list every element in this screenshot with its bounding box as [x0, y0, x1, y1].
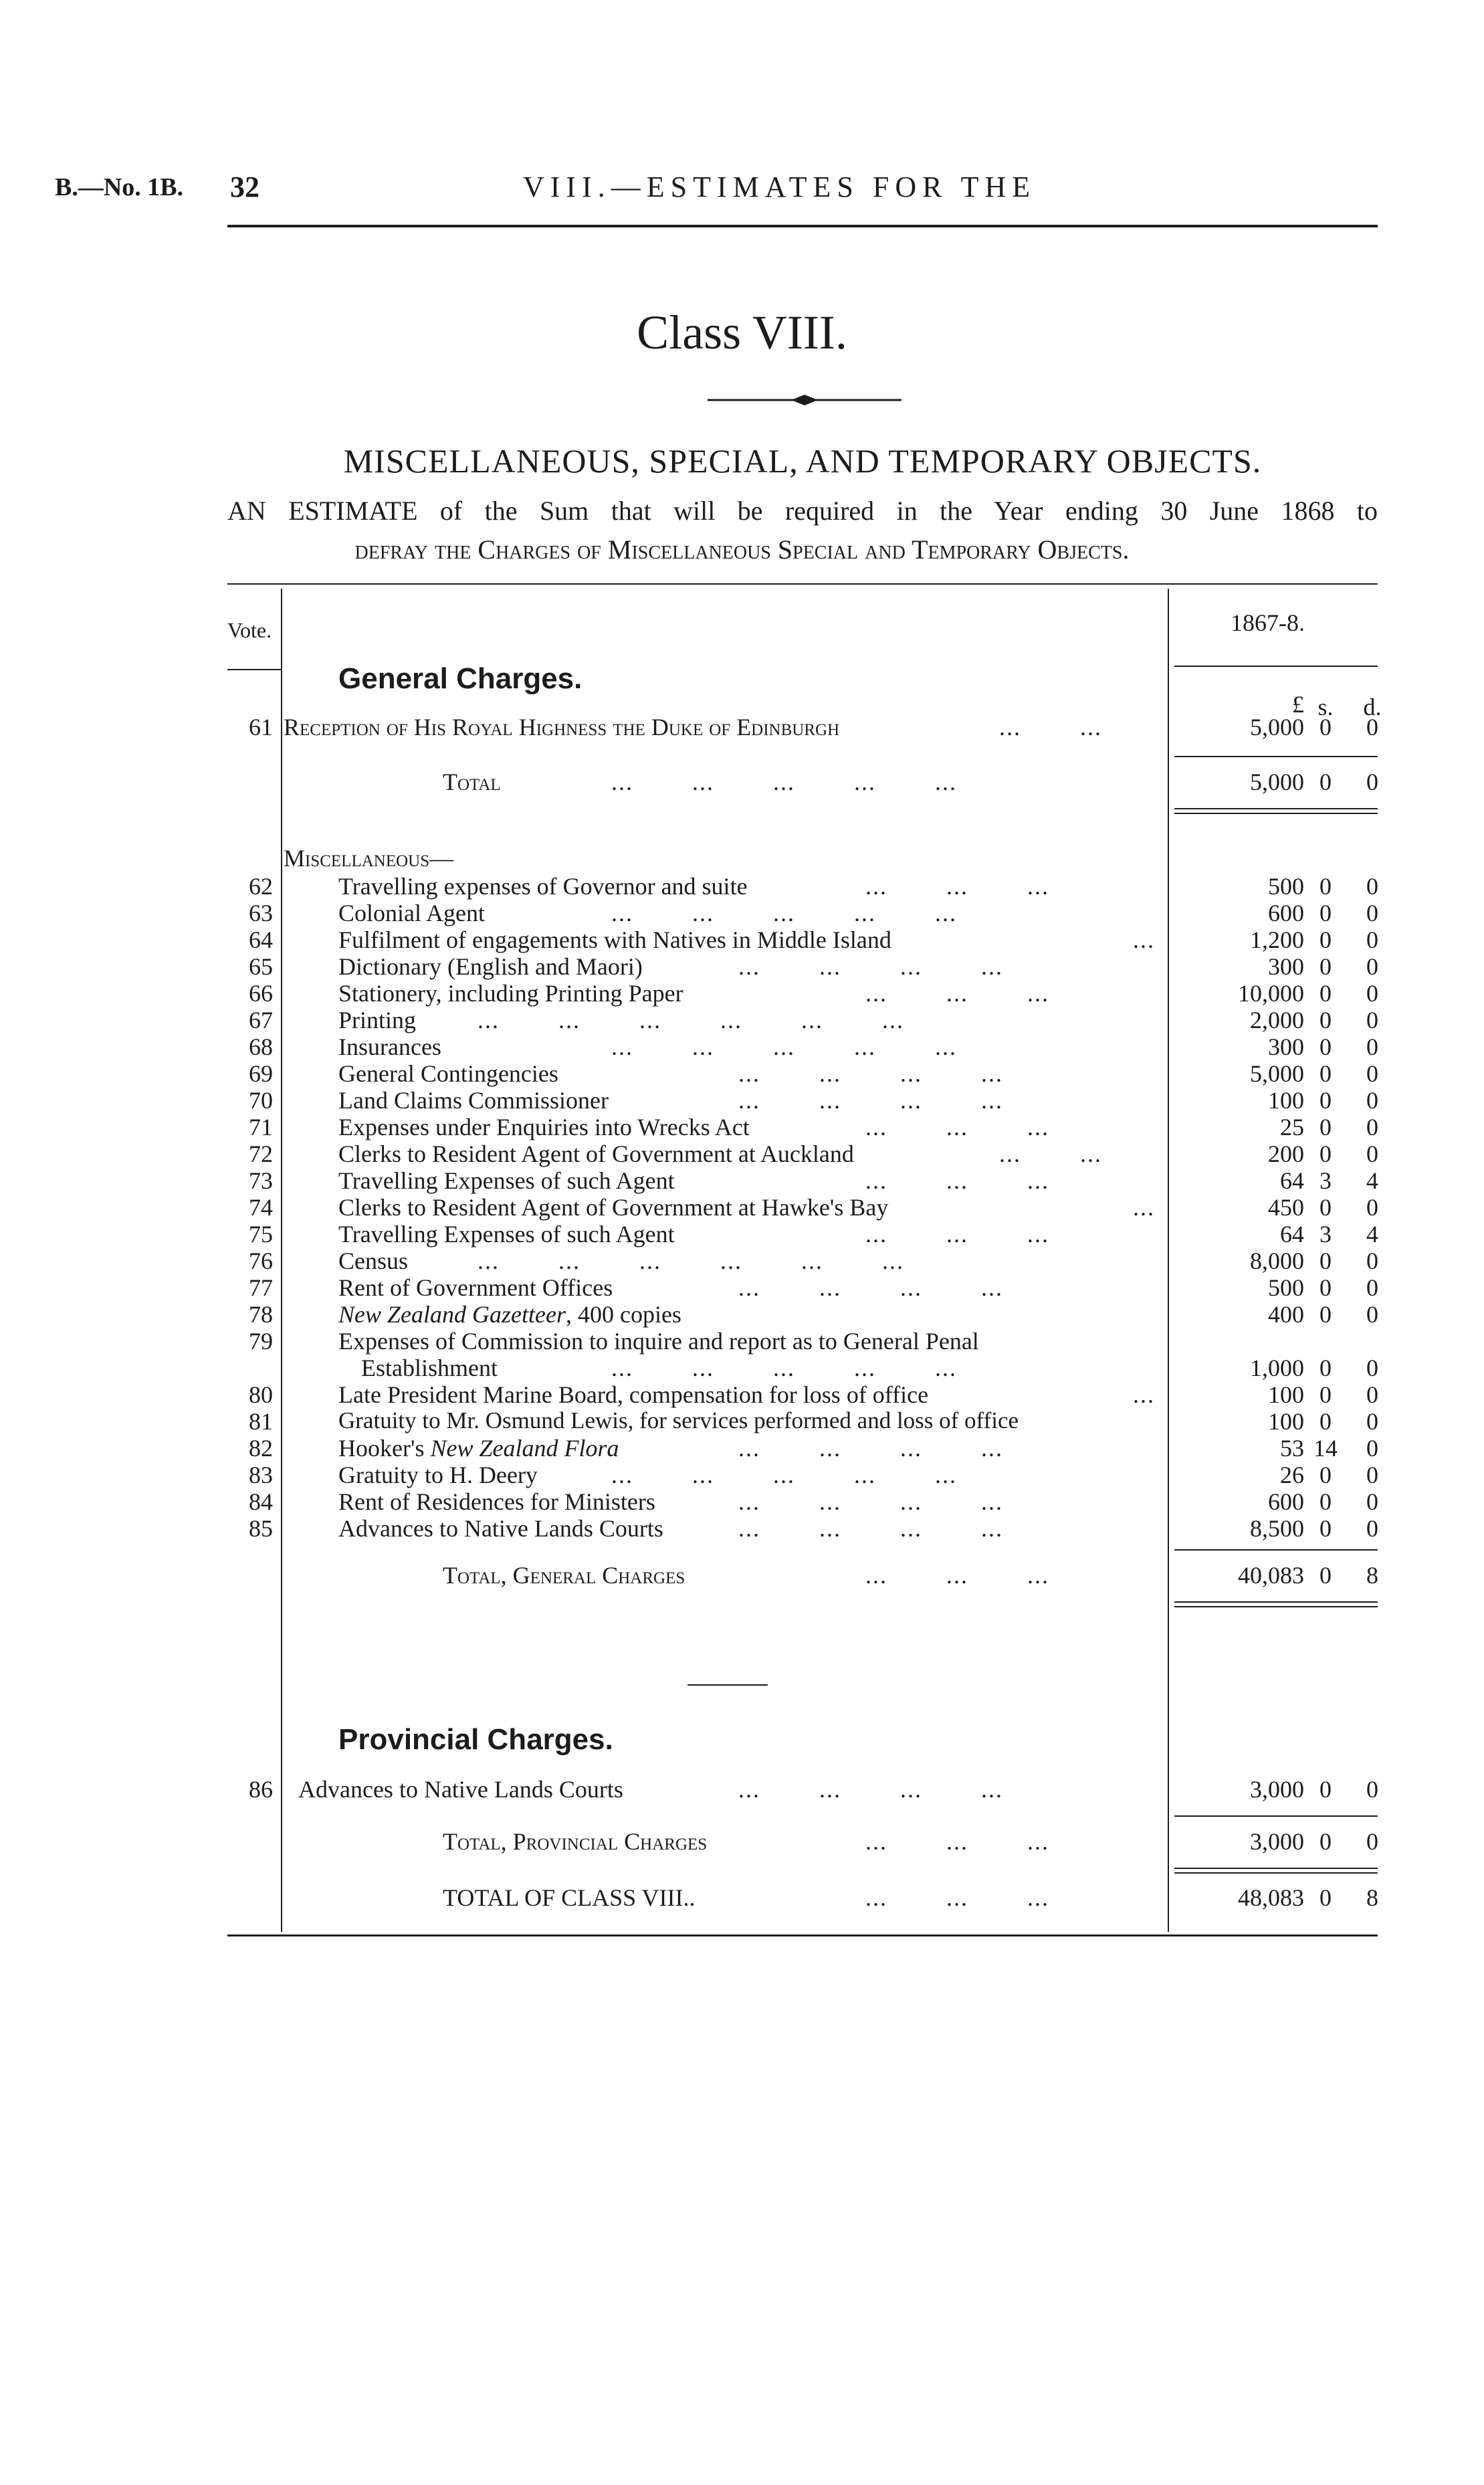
leader-dots: ... — [1133, 1194, 1155, 1221]
vote-number: 86 — [249, 1776, 273, 1803]
row-pounds: 500 — [1268, 1274, 1304, 1301]
row-pounds: 2,000 — [1250, 1007, 1304, 1033]
row-pounds: 1,200 — [1250, 926, 1304, 953]
vote-number: 62 — [249, 873, 273, 900]
grand-total-pounds: 48,083 — [1238, 1884, 1304, 1911]
total-pence: 0 — [1366, 769, 1378, 795]
row-pence: 0 — [1366, 1515, 1378, 1542]
row-pounds: 3,000 — [1250, 1776, 1304, 1803]
vote-number: 77 — [249, 1274, 273, 1301]
row-pounds: 100 — [1268, 1087, 1304, 1114]
row-pence: 0 — [1366, 980, 1378, 1007]
row-pence: 4 — [1366, 1221, 1378, 1248]
leader-dots: ... ... ... — [865, 1562, 1049, 1589]
row-shillings: 0 — [1319, 1462, 1332, 1488]
vote-number: 67 — [249, 1007, 273, 1033]
header-rule — [227, 225, 1378, 227]
leader-dots: ... ... ... ... ... — [611, 1462, 957, 1488]
row-shillings: 0 — [1319, 900, 1332, 926]
row-label: Insurances — [338, 1033, 441, 1060]
row-pence: 0 — [1366, 1087, 1378, 1114]
leader-dots: ... ... ... ... — [738, 1515, 1003, 1542]
row-shillings: 0 — [1319, 1248, 1332, 1274]
row-pence: 0 — [1366, 1274, 1378, 1301]
vote-number: 64 — [249, 926, 273, 953]
row-shillings: 0 — [1319, 1007, 1332, 1033]
leader-dots: ... ... ... ... ... ... — [478, 1248, 904, 1274]
vote-number: 70 — [249, 1087, 273, 1114]
leader-dots: ... ... ... ... — [738, 1087, 1003, 1114]
row-shillings: 0 — [1319, 980, 1332, 1007]
miscellaneous-heading: Miscellaneous— — [284, 845, 454, 872]
total-label: Total — [443, 769, 501, 795]
leader-dots: ... ... ... ... — [738, 1776, 1003, 1803]
leader-dots: ... ... ... — [865, 1221, 1049, 1248]
leader-dots: ... ... ... ... — [738, 953, 1003, 980]
row-pence: 0 — [1366, 1301, 1378, 1328]
provincial-charges-heading: Provincial Charges. — [338, 1723, 613, 1756]
leader-dots: ... ... ... ... ... — [611, 900, 957, 926]
vote-number: 69 — [249, 1060, 273, 1087]
row-pence: 0 — [1366, 1488, 1378, 1515]
row-pence: 0 — [1366, 1194, 1378, 1221]
row-shillings: 0 — [1319, 1114, 1332, 1140]
row-shillings: 0 — [1319, 1033, 1332, 1060]
row-shillings: 0 — [1319, 1776, 1332, 1803]
grand-total-label: TOTAL OF CLASS VIII.. — [443, 1884, 696, 1911]
row-pounds: 25 — [1280, 1114, 1304, 1140]
row-shillings: 0 — [1319, 714, 1332, 740]
total-shillings: 0 — [1319, 1828, 1332, 1855]
leader-dots: ... ... ... ... — [738, 1435, 1003, 1462]
row-pence: 0 — [1366, 953, 1378, 980]
year-column-header: 1867-8. — [1231, 609, 1305, 636]
row-label: Travelling expenses of Governor and suite — [338, 873, 748, 900]
row-pence: 0 — [1366, 1007, 1378, 1033]
row-shillings: 14 — [1313, 1435, 1338, 1462]
leader-dots: ... ... ... ... ... ... — [478, 1007, 904, 1033]
row-pounds: 200 — [1268, 1140, 1304, 1167]
row-label: Land Claims Commissioner — [338, 1087, 609, 1114]
leader-dots: ... ... ... ... ... — [611, 1355, 957, 1381]
vote-number: 85 — [249, 1515, 273, 1542]
row-pounds: 450 — [1268, 1194, 1304, 1221]
row-label: Printing — [338, 1007, 417, 1033]
row-pence: 0 — [1366, 1408, 1378, 1435]
row-shillings: 0 — [1319, 873, 1332, 900]
leader-dots: ... — [1133, 1381, 1155, 1408]
section-divider — [687, 1684, 768, 1686]
row-shillings: 0 — [1319, 1408, 1332, 1435]
row-label: Gratuity to H. Deery — [338, 1462, 538, 1488]
general-charges-heading: General Charges. — [338, 662, 582, 695]
row-label: Late President Marine Board, compensation for loss of office — [338, 1381, 929, 1408]
row-pounds: 600 — [1268, 1488, 1304, 1515]
subtotal-rule — [1174, 1815, 1378, 1817]
row-label: Clerks to Resident Agent of Government at Auckland — [338, 1140, 854, 1167]
subtotal-rule — [1174, 1549, 1378, 1551]
row-label: New Zealand Gazetteer, 400 copies — [338, 1301, 681, 1328]
row-pence: 0 — [1366, 1060, 1378, 1087]
shillings-header: s. — [1317, 694, 1334, 720]
row-pence: 0 — [1366, 1435, 1378, 1462]
leader-dots: ... ... — [999, 714, 1102, 740]
row-pounds: 100 — [1268, 1408, 1304, 1435]
row-pence: 0 — [1366, 1033, 1378, 1060]
row-pounds: 26 — [1280, 1462, 1304, 1488]
row-label: Rent of Residences for Ministers — [338, 1488, 655, 1515]
row-pence: 0 — [1366, 1355, 1378, 1381]
row-pence: 0 — [1366, 1381, 1378, 1408]
vote-column-divider — [281, 589, 282, 1932]
total-double-rule — [1174, 1606, 1378, 1607]
vote-number: 65 — [249, 953, 273, 980]
vote-number: 72 — [249, 1140, 273, 1167]
row-label: Reception of His Royal Highness the Duke of Edinburgh — [284, 714, 840, 740]
row-pounds: 8,000 — [1250, 1248, 1304, 1274]
row-label: Travelling Expenses of such Agent — [338, 1167, 675, 1194]
row-label-continuation: Establishment — [361, 1355, 498, 1381]
main-title: MISCELLANEOUS, SPECIAL, AND TEMPORARY OBJECTS. — [343, 442, 1262, 480]
pound-header: £ — [1292, 691, 1304, 718]
vote-number: 74 — [249, 1194, 273, 1221]
total-pounds: 5,000 — [1250, 769, 1304, 795]
leader-dots: ... ... ... — [865, 1884, 1049, 1911]
row-pounds: 64 — [1280, 1221, 1304, 1248]
vote-column-header: Vote. — [227, 618, 272, 642]
row-pence: 0 — [1366, 714, 1378, 740]
vote-number: 79 — [249, 1328, 273, 1355]
total-double-rule — [1174, 1868, 1378, 1869]
row-shillings: 0 — [1319, 1355, 1332, 1381]
vote-number: 80 — [249, 1381, 273, 1408]
row-pence: 0 — [1366, 900, 1378, 926]
vote-number: 78 — [249, 1301, 273, 1328]
row-pounds: 64 — [1280, 1167, 1304, 1194]
row-label: Clerks to Resident Agent of Government at Hawke's Bay — [338, 1194, 889, 1221]
row-pounds: 600 — [1268, 900, 1304, 926]
year-header-rule — [1174, 666, 1378, 667]
row-label: Advances to Native Lands Courts — [338, 1515, 663, 1542]
row-shillings: 0 — [1319, 953, 1332, 980]
leader-dots: ... ... ... ... ... — [611, 1033, 957, 1060]
row-pence: 0 — [1366, 1776, 1378, 1803]
pence-header: d. — [1363, 694, 1382, 720]
vote-number: 68 — [249, 1033, 273, 1060]
class-title: Class VIII. — [637, 306, 847, 359]
row-label: Fulfilment of engagements with Natives in Middle Island — [338, 926, 891, 953]
row-pounds: 100 — [1268, 1381, 1304, 1408]
row-label: Expenses of Commission to inquire and report as to General Penal — [338, 1328, 979, 1355]
intro-line-1: AN ESTIMATE of the Sum that will be required in the Year ending 30 June 1868 to — [227, 496, 1378, 526]
running-title: VIII.—ESTIMATES FOR THE — [523, 171, 1037, 203]
row-pounds: 5,000 — [1250, 714, 1304, 740]
total-pence: 8 — [1366, 1562, 1378, 1589]
row-shillings: 0 — [1319, 1381, 1332, 1408]
row-label: Hooker's New Zealand Flora — [338, 1435, 619, 1462]
total-label: Total, General Charges — [443, 1562, 685, 1589]
vote-number: 63 — [249, 900, 273, 926]
row-shillings: 0 — [1319, 1087, 1332, 1114]
row-label: Expenses under Enquiries into Wrecks Act — [338, 1114, 750, 1140]
table-bottom-rule — [227, 1934, 1378, 1936]
row-pence: 4 — [1366, 1167, 1378, 1194]
row-pounds: 500 — [1268, 873, 1304, 900]
vote-number: 61 — [249, 714, 273, 740]
row-pence: 0 — [1366, 926, 1378, 953]
vote-number: 75 — [249, 1221, 273, 1248]
vote-number: 76 — [249, 1248, 273, 1274]
row-shillings: 0 — [1319, 1515, 1332, 1542]
row-label: Gratuity to Mr. Osmund Lewis, for services performed and loss of office — [338, 1407, 1019, 1433]
vote-number: 84 — [249, 1488, 273, 1515]
row-pounds: 300 — [1268, 953, 1304, 980]
row-pounds: 400 — [1268, 1301, 1304, 1328]
leader-dots: ... — [1133, 926, 1155, 953]
total-double-rule — [1174, 1601, 1378, 1603]
document-reference: B.—No. 1B. — [55, 173, 184, 201]
row-shillings: 0 — [1319, 1140, 1332, 1167]
row-shillings: 0 — [1319, 1060, 1332, 1087]
row-shillings: 0 — [1319, 1274, 1332, 1301]
leader-dots: ... ... ... ... — [738, 1488, 1003, 1515]
row-pence: 0 — [1366, 1248, 1378, 1274]
row-shillings: 0 — [1319, 926, 1332, 953]
row-pounds: 300 — [1268, 1033, 1304, 1060]
grand-total-pence: 8 — [1366, 1884, 1378, 1911]
vote-number: 66 — [249, 980, 273, 1007]
row-pence: 0 — [1366, 1462, 1378, 1488]
row-label: General Contingencies — [338, 1060, 558, 1087]
leader-dots: ... ... ... — [865, 1167, 1049, 1194]
leader-dots: ... ... ... ... ... — [611, 769, 957, 795]
row-label: Advances to Native Lands Courts — [298, 1776, 623, 1803]
vote-number: 82 — [249, 1435, 273, 1462]
leader-dots: ... ... ... — [865, 1114, 1049, 1140]
row-pounds: 53 — [1280, 1435, 1304, 1462]
grand-total-shillings: 0 — [1319, 1884, 1332, 1911]
row-shillings: 0 — [1319, 1488, 1332, 1515]
row-label: Travelling Expenses of such Agent — [338, 1221, 675, 1248]
row-label: Colonial Agent — [338, 900, 485, 926]
total-pence: 0 — [1366, 1828, 1378, 1855]
leader-dots: ... ... ... — [865, 980, 1049, 1007]
vote-number: 71 — [249, 1114, 273, 1140]
total-shillings: 0 — [1319, 1562, 1332, 1589]
subtotal-rule — [1174, 756, 1378, 757]
total-double-rule — [1174, 1872, 1378, 1874]
row-label: Census — [338, 1248, 409, 1274]
row-pounds: 5,000 — [1250, 1060, 1304, 1087]
row-shillings: 3 — [1319, 1167, 1332, 1194]
vote-number: 73 — [249, 1167, 273, 1194]
row-pence: 0 — [1366, 1140, 1378, 1167]
row-pounds: 1,000 — [1250, 1355, 1304, 1381]
leader-dots: ... ... ... — [865, 873, 1049, 900]
total-double-rule — [1174, 808, 1378, 809]
page-number: 32 — [230, 171, 259, 203]
row-pounds: 8,500 — [1250, 1515, 1304, 1542]
vote-number: 81 — [249, 1408, 273, 1435]
total-double-rule — [1174, 813, 1378, 814]
row-pounds: 10,000 — [1238, 980, 1304, 1007]
intro-line-2: defray the Charges of Miscellaneous Special and Temporary Objects. — [354, 534, 1130, 565]
total-shillings: 0 — [1319, 769, 1332, 795]
row-label: Rent of Government Offices — [338, 1274, 613, 1301]
total-label: Total, Provincial Charges — [443, 1828, 708, 1855]
leader-dots: ... ... — [999, 1140, 1102, 1167]
leader-dots: ... ... ... ... — [738, 1274, 1003, 1301]
row-pence: 0 — [1366, 1114, 1378, 1140]
row-shillings: 0 — [1319, 1301, 1332, 1328]
vote-number: 83 — [249, 1462, 273, 1488]
row-label: Dictionary (English and Maori) — [338, 953, 643, 980]
table-top-rule — [227, 583, 1378, 585]
total-pounds: 3,000 — [1250, 1828, 1304, 1855]
row-pence: 0 — [1366, 873, 1378, 900]
row-shillings: 3 — [1319, 1221, 1332, 1248]
leader-dots: ... ... ... ... — [738, 1060, 1003, 1087]
total-pounds: 40,083 — [1238, 1562, 1304, 1589]
row-shillings: 0 — [1319, 1194, 1332, 1221]
row-label: Stationery, including Printing Paper — [338, 980, 683, 1007]
diamond-ornament-icon — [708, 393, 902, 407]
leader-dots: ... ... ... — [865, 1828, 1049, 1855]
vote-header-rule — [227, 669, 281, 670]
amount-column-divider — [1168, 589, 1169, 1932]
